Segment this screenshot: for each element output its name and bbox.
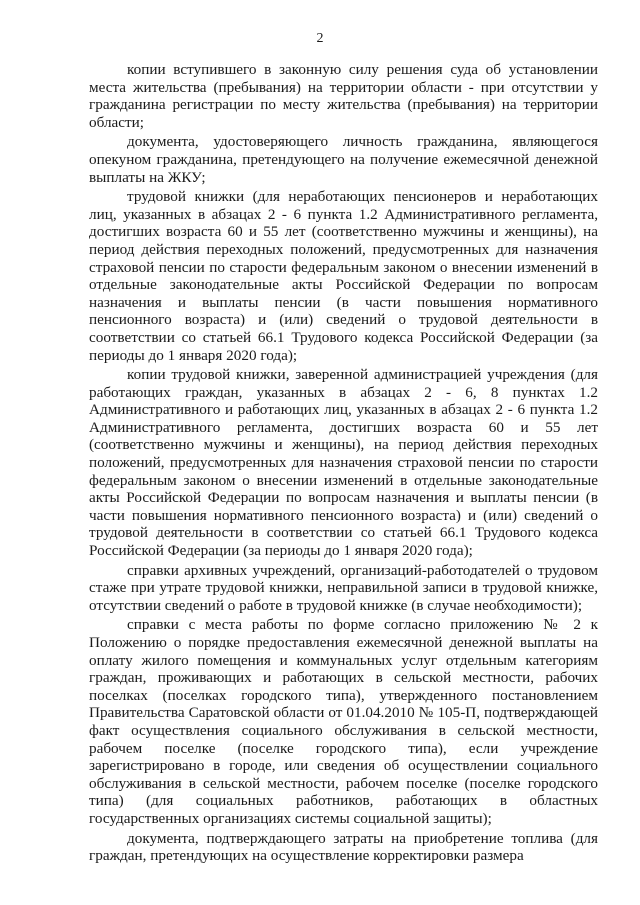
paragraph-archive-certificates: справки архивных учреждений, организаций-работодателей о трудовом стаже при утрате трудовой книжки, неправильной записи в трудовой книжке, отсутствии сведений о работе в трудовой книжке (в случае необходимости);	[89, 561, 598, 614]
paragraph-work-record-copy: копии трудовой книжки, заверенной администрацией учреждения (для работающих граждан, указанных в абзацах 2 - 6, 8 пунктах 1.2 Административного и работающих лиц, указанных в абзацах 2 - 6 пункта 1.2 Административного регламента, достигших возраста 60 и 55 лет (соответственно мужчины и женщины), на период действия переходных положений, предусмотренных для назначения страховой пенсии по старости федеральным законом о внесении изменений в отдельные законодательные акты Российской Федерации по вопросам назначения и выплаты пенсии (в части повышения нормативного пенсионного возраста) и (или) сведений о трудовой деятельности в соответствии со статьей 66.1 Трудового кодекса Российской Федерации (за периоды до 1 января 2020 года);	[89, 366, 598, 560]
page-number: 2	[316, 31, 324, 46]
paragraph-employment-certificate: справки с места работы по форме согласно приложению № 2 к Положению о порядке предоставления ежемесячной денежной выплаты на оплату жилого помещения и коммунальных услуг отдельным категориям граждан, проживающих и работающих в сельской местности, рабочих поселках (поселках городского типа), утвержденного постановлением Правительства Саратовской области от 01.04.2010 № 105-П, подтверждающей факт осуществления социального обслуживания в сельской местности, рабочем поселке (поселке городского типа), если учреждение зарегистрировано в городе, или сведения об осуществлении социального обслуживания в сельской местности, рабочем поселке (поселке городского типа) (для социальных работников, работающих в областных государственных организациях системы социальной защиты);	[89, 616, 598, 827]
document-body	[89, 61, 598, 867]
paragraph-court-decision: копии вступившего в законную силу решения суда об установлении места жительства (пребывания) на территории области - при отсутствии у гражданина регистрации по месту жительства (пребывания) на территории области;	[89, 61, 598, 131]
paragraph-fuel-expenses: документа, подтверждающего затраты на приобретение топлива (для граждан, претендующих на осуществление корректировки размера	[89, 829, 598, 865]
paragraph-guardian-id: документа, удостоверяющего личность гражданина, являющегося опекуном гражданина, претендующего на получение ежемесячной денежной выплаты на ЖКУ;	[89, 133, 598, 186]
paragraph-work-record-book: трудовой книжки (для неработающих пенсионеров и неработающих лиц, указанных в абзацах 2 - 6 пункта 1.2 Административного регламента, достигших возраста 60 и 55 лет (соответственно мужчины и женщины), на период действия переходных положений, предусмотренных для назначения страховой пенсии по старости федеральным законом о внесении изменений в отдельные законодательные акты Российской Федерации по вопросам назначения и выплаты пенсии (в части повышения нормативного пенсионного возраста) и (или) сведений о трудовой деятельности в соответствии со статьей 66.1 Трудового кодекса Российской Федерации (за периоды до 1 января 2020 года);	[89, 188, 598, 364]
